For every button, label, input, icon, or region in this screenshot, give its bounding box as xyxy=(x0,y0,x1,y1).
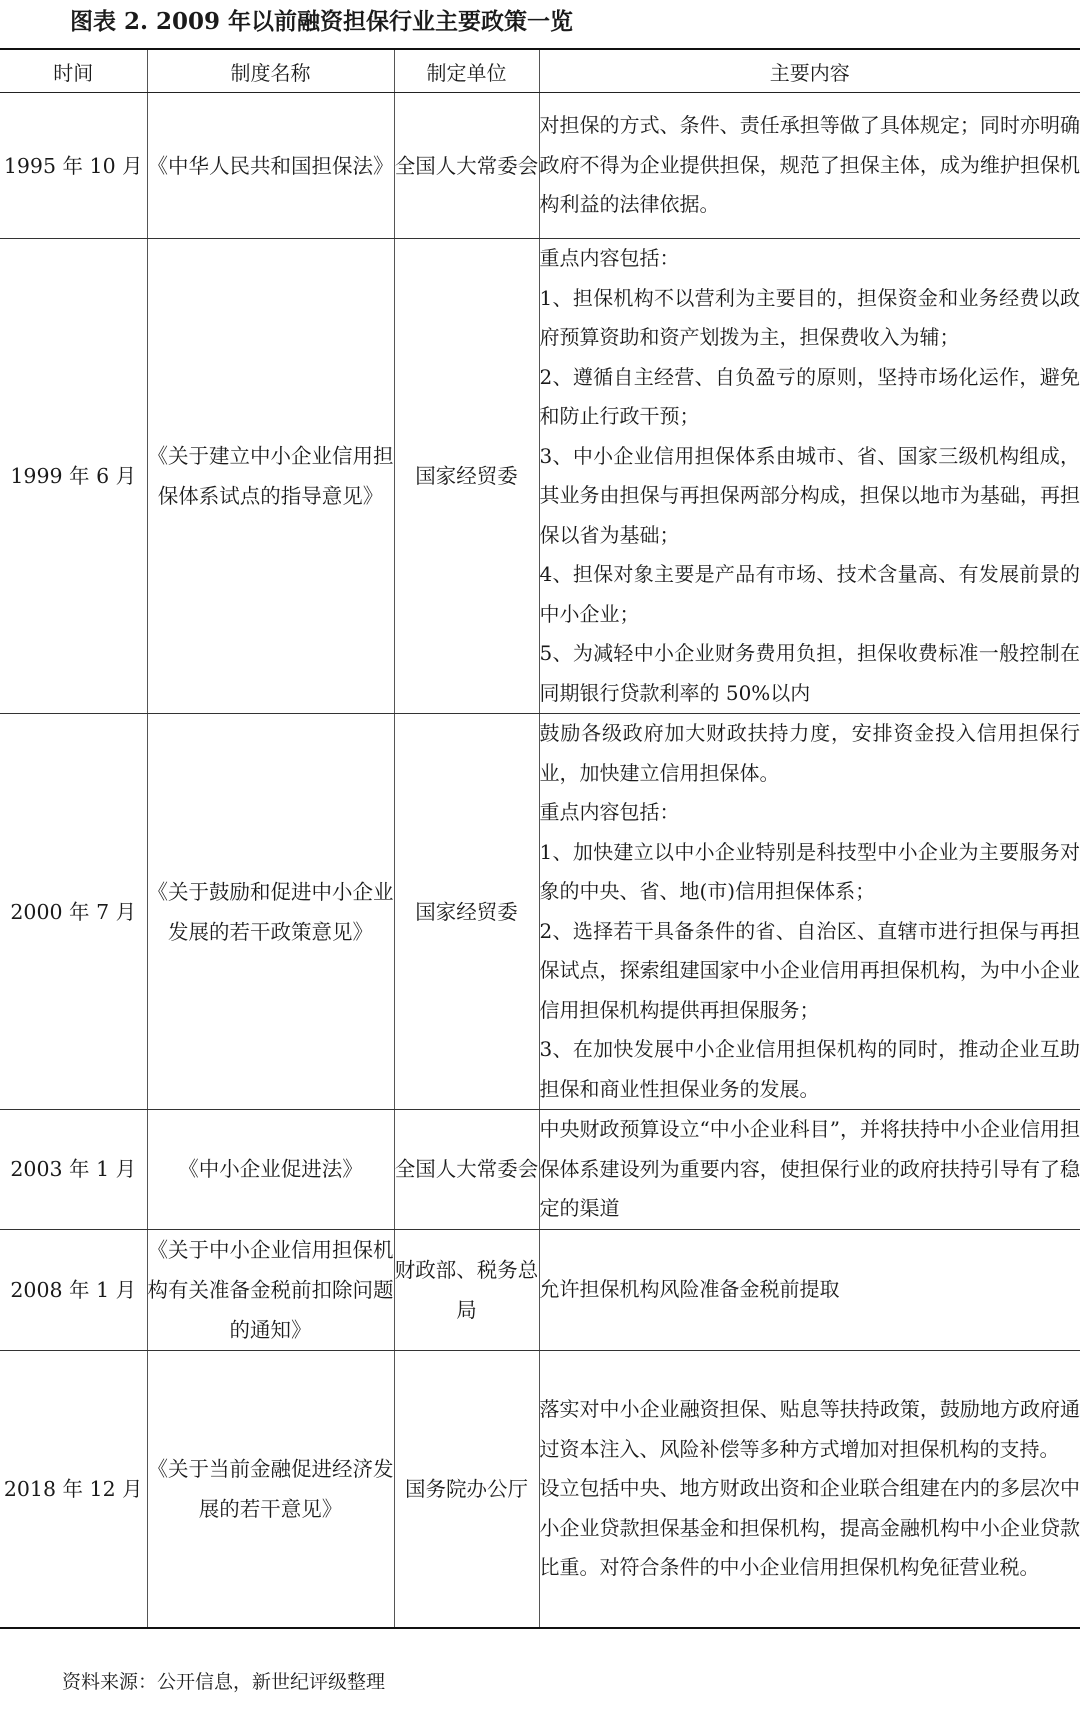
content-paragraph: 2、遵循自主经营、自负盈亏的原则，坚持市场化运作，避免和防止行政干预； xyxy=(539,364,1080,428)
cell-issuing-body: 财政部、税务总局 xyxy=(394,1229,539,1350)
cell-main-content xyxy=(539,239,1080,714)
content-paragraph: 重点内容包括： xyxy=(539,246,680,270)
content-paragraph: 重点内容包括： xyxy=(539,800,680,824)
cell-policy-name: 《中华人民共和国担保法》 xyxy=(147,93,394,239)
cell-main-content xyxy=(539,1350,1080,1628)
content-paragraph: 5、为减轻中小企业财务费用负担，担保收费标准一般控制在同期银行贷款利率的 50%以内 xyxy=(539,641,1080,705)
cell-time: 2018 年 12 月 xyxy=(0,1350,147,1628)
table-row xyxy=(0,1110,1080,1230)
header-main-content: 主要内容 xyxy=(539,49,1080,93)
source-note: 资料来源：公开信息，新世纪评级整理 xyxy=(62,1671,386,1693)
cell-issuing-body: 国家经贸委 xyxy=(394,239,539,714)
content-paragraph: 鼓励各级政府加大财政扶持力度，安排资金投入信用担保行业，加快建立信用担保体。 xyxy=(539,721,1080,785)
content-paragraph: 4、担保对象主要是产品有市场、技术含量高、有发展前景的中小企业； xyxy=(539,562,1080,626)
cell-time: 2003 年 1 月 xyxy=(0,1110,147,1230)
cell-issuing-body: 全国人大常委会 xyxy=(394,1110,539,1230)
content-paragraph: 允许担保机构风险准备金税前提取 xyxy=(539,1276,840,1301)
cell-policy-name: 《中小企业促进法》 xyxy=(147,1110,394,1230)
table-caption: 图表 2. 2009 年以前融资担保行业主要政策一览 xyxy=(70,8,574,35)
header-policy-name: 制度名称 xyxy=(147,49,394,93)
cell-time: 1995 年 10 月 xyxy=(0,93,147,239)
cell-policy-name: 《关于鼓励和促进中小企业发展的若干政策意见》 xyxy=(147,714,394,1110)
table-row xyxy=(0,93,1080,239)
cell-time: 1999 年 6 月 xyxy=(0,239,147,714)
policy-table xyxy=(0,48,1080,1629)
content-paragraph: 对担保的方式、条件、责任承担等做了具体规定；同时亦明确政府不得为企业提供担保，规范了担保主体，成为维护担保机构利益的法律依据。 xyxy=(539,113,1080,217)
cell-main-content xyxy=(539,1110,1080,1230)
table-row xyxy=(0,1229,1080,1350)
table-header-row xyxy=(0,49,1080,93)
cell-main-content xyxy=(539,93,1080,239)
cell-main-content xyxy=(539,1229,1080,1350)
content-paragraph: 1、加快建立以中小企业特别是科技型中小企业为主要服务对象的中央、省、地(市)信用担保体系； xyxy=(539,839,1080,903)
header-issuing-body: 制定单位 xyxy=(394,49,539,93)
cell-issuing-body: 国务院办公厅 xyxy=(394,1350,539,1628)
content-paragraph: 中央财政预算设立“中小企业科目”，并将扶持中小企业信用担保体系建设列为重要内容，使担保行业的政府扶持引导有了稳定的渠道 xyxy=(539,1117,1080,1220)
content-paragraph: 3、中小企业信用担保体系由城市、省、国家三级机构组成，其业务由担保与再担保两部分构成，担保以地市为基础，再担保以省为基础； xyxy=(539,443,1080,547)
cell-issuing-body: 全国人大常委会 xyxy=(394,93,539,239)
table-row xyxy=(0,1350,1080,1628)
cell-issuing-body: 国家经贸委 xyxy=(394,714,539,1110)
table-row xyxy=(0,239,1080,714)
table-row xyxy=(0,714,1080,1110)
cell-policy-name: 《关于当前金融促进经济发展的若干意见》 xyxy=(147,1350,394,1628)
content-paragraph: 落实对中小企业融资担保、贴息等扶持政策，鼓励地方政府通过资本注入、风险补偿等多种方式增加对担保机构的支持。 xyxy=(539,1397,1080,1461)
content-paragraph: 设立包括中央、地方财政出资和企业联合组建在内的多层次中小企业贷款担保基金和担保机构，提高金融机构中小企业贷款比重。对符合条件的中小企业信用担保机构免征营业税。 xyxy=(539,1476,1080,1579)
cell-time: 2000 年 7 月 xyxy=(0,714,147,1110)
header-time: 时间 xyxy=(0,49,147,93)
content-paragraph: 1、担保机构不以营利为主要目的，担保资金和业务经费以政府预算资助和资产划拨为主，担保费收入为辅； xyxy=(539,285,1080,349)
cell-policy-name: 《关于建立中小企业信用担保体系试点的指导意见》 xyxy=(147,239,394,714)
content-paragraph: 3、在加快发展中小企业信用担保机构的同时，推动企业互助担保和商业性担保业务的发展。 xyxy=(539,1037,1080,1101)
cell-main-content xyxy=(539,714,1080,1110)
content-paragraph: 2、选择若干具备条件的省、自治区、直辖市进行担保与再担保试点，探索组建国家中小企业信用再担保机构，为中小企业信用担保机构提供再担保服务； xyxy=(539,918,1080,1022)
cell-policy-name: 《关于中小企业信用担保机构有关准备金税前扣除问题的通知》 xyxy=(147,1229,394,1350)
cell-time: 2008 年 1 月 xyxy=(0,1229,147,1350)
